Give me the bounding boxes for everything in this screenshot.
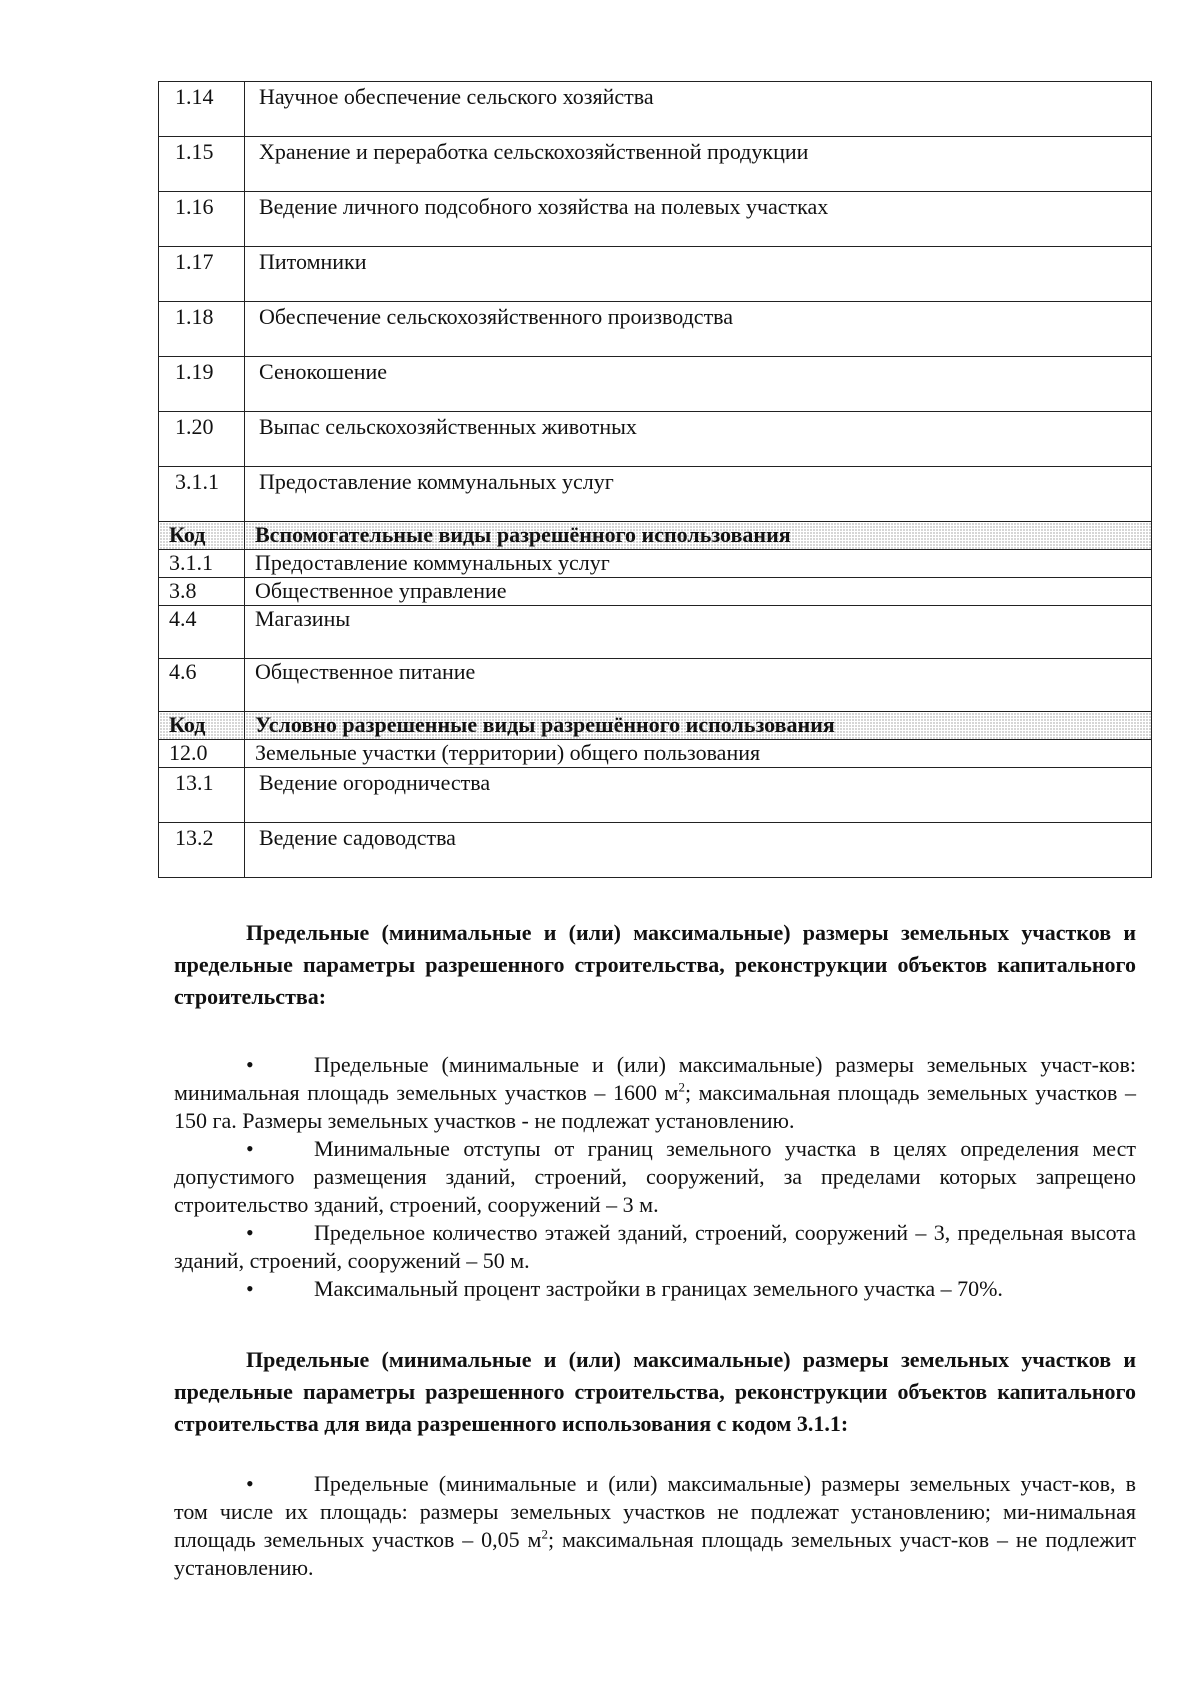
code-cell: 13.1 [159,768,245,823]
code-cell: 3.1.1 [159,550,245,578]
bullet-list [174,1051,1136,1303]
table-row [159,302,1152,357]
bullet-item [174,1219,1136,1275]
use-name-cell: Обеспечение сельскохозяйственного производства [245,302,1152,357]
superscript: 2 [541,1526,548,1542]
bullet-text: Минимальные отступы от границ земельного участка в целях определения мест допустимого размещения зданий, строений, сооружений, за пределами которых запрещено строительство зданий, строений, сооружений – 3 м. [174,1136,1136,1217]
table-row [159,357,1152,412]
use-name-cell: Земельные участки (территории) общего пользования [245,740,1152,768]
use-name-cell: Предоставление коммунальных услуг [245,467,1152,522]
use-name-cell: Ведение личного подсобного хозяйства на полевых участках [245,192,1152,247]
bullet-text: Предельные (минимальные и (или) максимальные) размеры земельных участ-ков, в том числе их площадь: размеры земельных участков не подлежат установлению; ми-нимальная площадь земельных участков – 0,05 м [174,1471,1136,1552]
table-row [159,606,1152,659]
bullet-text: Предельное количество этажей зданий, строений, сооружений – 3, предельная высота зданий, строений, сооружений – 50 м. [174,1220,1136,1273]
table-row [159,768,1152,823]
use-name-cell: Выпас сельскохозяйственных животных [245,412,1152,467]
section-heading: Предельные (минимальные и (или) максимальные) размеры земельных участков и предельные параметры разрешенного строительства, реконструкции объектов капитального строительства: [174,920,1136,1009]
bullet-icon: • [246,1136,254,1161]
use-name-cell: Ведение огородничества [245,768,1152,823]
bullet-icon: • [246,1220,254,1245]
use-name-cell: Предоставление коммунальных услуг [245,550,1152,578]
use-name-cell: Научное обеспечение сельского хозяйства [245,82,1152,137]
bullet-icon: • [246,1471,254,1496]
code-cell: Код [159,522,245,550]
use-name-cell: Вспомогательные виды разрешённого использования [245,522,1152,550]
table-row [159,467,1152,522]
code-cell: 1.16 [159,192,245,247]
table-row [159,137,1152,192]
section-limits-general [174,917,1136,1303]
use-name-cell: Сенокошение [245,357,1152,412]
code-cell: Код [159,712,245,740]
code-cell: 1.17 [159,247,245,302]
use-name-cell: Ведение садоводства [245,823,1152,878]
bullet-list [174,1470,1136,1582]
table-row [159,192,1152,247]
table-row [159,412,1152,467]
land-use-table [158,81,1152,878]
bullet-item [174,1051,1136,1135]
code-cell: 1.14 [159,82,245,137]
code-cell: 1.15 [159,137,245,192]
bullet-text-continued: ; максимальная площадь земельных участков – 150 га. Размеры земельных участков - не подлежат установлению. [174,1080,1136,1133]
code-cell: 1.18 [159,302,245,357]
bullet-icon: • [246,1276,254,1301]
use-name-cell: Магазины [245,606,1152,659]
bullet-item [174,1470,1136,1582]
table-row [159,82,1152,137]
code-cell: 4.4 [159,606,245,659]
table-row [159,550,1152,578]
table-row [159,659,1152,712]
code-cell: 12.0 [159,740,245,768]
table-row [159,823,1152,878]
table-row [159,740,1152,768]
table-header-row [159,712,1152,740]
superscript: 2 [678,1079,685,1095]
code-cell: 3.1.1 [159,467,245,522]
use-name-cell: Общественное питание [245,659,1152,712]
land-use-table-body [159,82,1152,878]
use-name-cell: Хранение и переработка сельскохозяйственной продукции [245,137,1152,192]
use-name-cell: Питомники [245,247,1152,302]
table-row [159,247,1152,302]
section-heading: Предельные (минимальные и (или) максимальные) размеры земельных участков и предельные параметры разрешенного строительства, реконструкции объектов капитального строительства для вида разрешенного использования с кодом 3.1.1: [174,1347,1136,1436]
code-cell: 1.19 [159,357,245,412]
table-row [159,578,1152,606]
use-name-cell: Общественное управление [245,578,1152,606]
bullet-item [174,1275,1136,1303]
code-cell: 13.2 [159,823,245,878]
table-header-row [159,522,1152,550]
code-cell: 1.20 [159,412,245,467]
code-cell: 3.8 [159,578,245,606]
bullet-item [174,1135,1136,1219]
use-name-cell: Условно разрешенные виды разрешённого использования [245,712,1152,740]
bullet-text-continued: ; максимальная площадь земельных участ-ков – не подлежит установлению. [174,1527,1137,1580]
bullet-text: Максимальный процент застройки в границах земельного участка – 70%. [314,1276,1003,1301]
bullet-text: Предельные (минимальные и (или) максимальные) размеры земельных участ-ков: минимальная площадь земельных участков – 1600 м [174,1052,1136,1105]
section-limits-code-3-1-1 [174,1344,1136,1582]
code-cell: 4.6 [159,659,245,712]
bullet-icon: • [246,1052,254,1077]
